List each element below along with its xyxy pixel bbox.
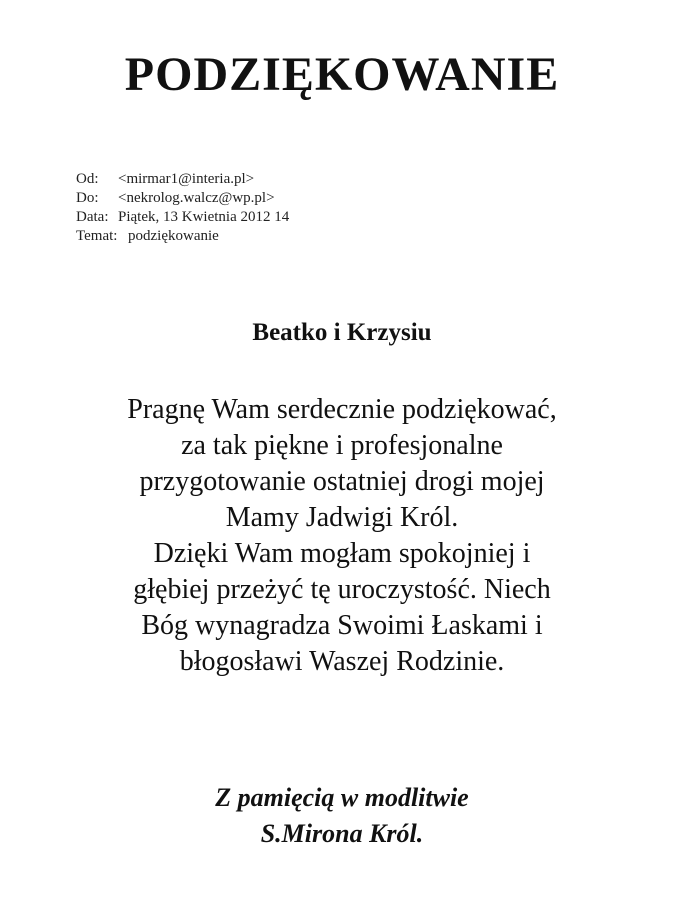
message-line: Pragnę Wam serdecznie podziękować, <box>127 394 557 425</box>
email-date-value: Piątek, 13 Kwietnia 2012 14 <box>118 209 290 225</box>
email-to-label: Do: <box>76 190 99 206</box>
message-line: przygotowanie ostatniej drogi mojej <box>139 466 545 497</box>
email-header <box>76 170 289 246</box>
email-to-row <box>76 189 289 208</box>
email-from-value: <mirmar1@interia.pl> <box>118 171 255 187</box>
email-subject-row <box>76 227 289 246</box>
signature-name: S.Mirona Król. <box>260 819 424 848</box>
message-body <box>0 392 684 680</box>
email-to-value: <nekrolog.walcz@wp.pl> <box>118 190 275 206</box>
message-line: Mamy Jadwigi Król. <box>225 502 459 533</box>
email-from-row <box>76 170 289 189</box>
message-line: za tak piękne i profesjonalne <box>181 430 503 461</box>
message-line: błogosławi Waszej Rodzinie. <box>179 646 505 677</box>
message-line: głębiej przeżyć tę uroczystość. Niech <box>133 574 551 605</box>
message-line: Dzięki Wam mogłam spokojniej i <box>153 538 531 569</box>
email-from-label: Od: <box>76 171 99 187</box>
email-date-label: Data: <box>76 209 109 225</box>
email-date-row <box>76 208 289 227</box>
email-subject-label: Temat: <box>76 228 118 244</box>
message-line: Bóg wynagradza Swoimi Łaskami i <box>141 610 543 641</box>
greeting: Beatko i Krzysiu <box>252 319 432 346</box>
email-subject-value: podziękowanie <box>128 228 219 244</box>
document-title: PODZIĘKOWANIE <box>124 48 560 101</box>
signature <box>0 780 684 852</box>
signature-closing: Z pamięcią w modlitwie <box>215 783 469 812</box>
